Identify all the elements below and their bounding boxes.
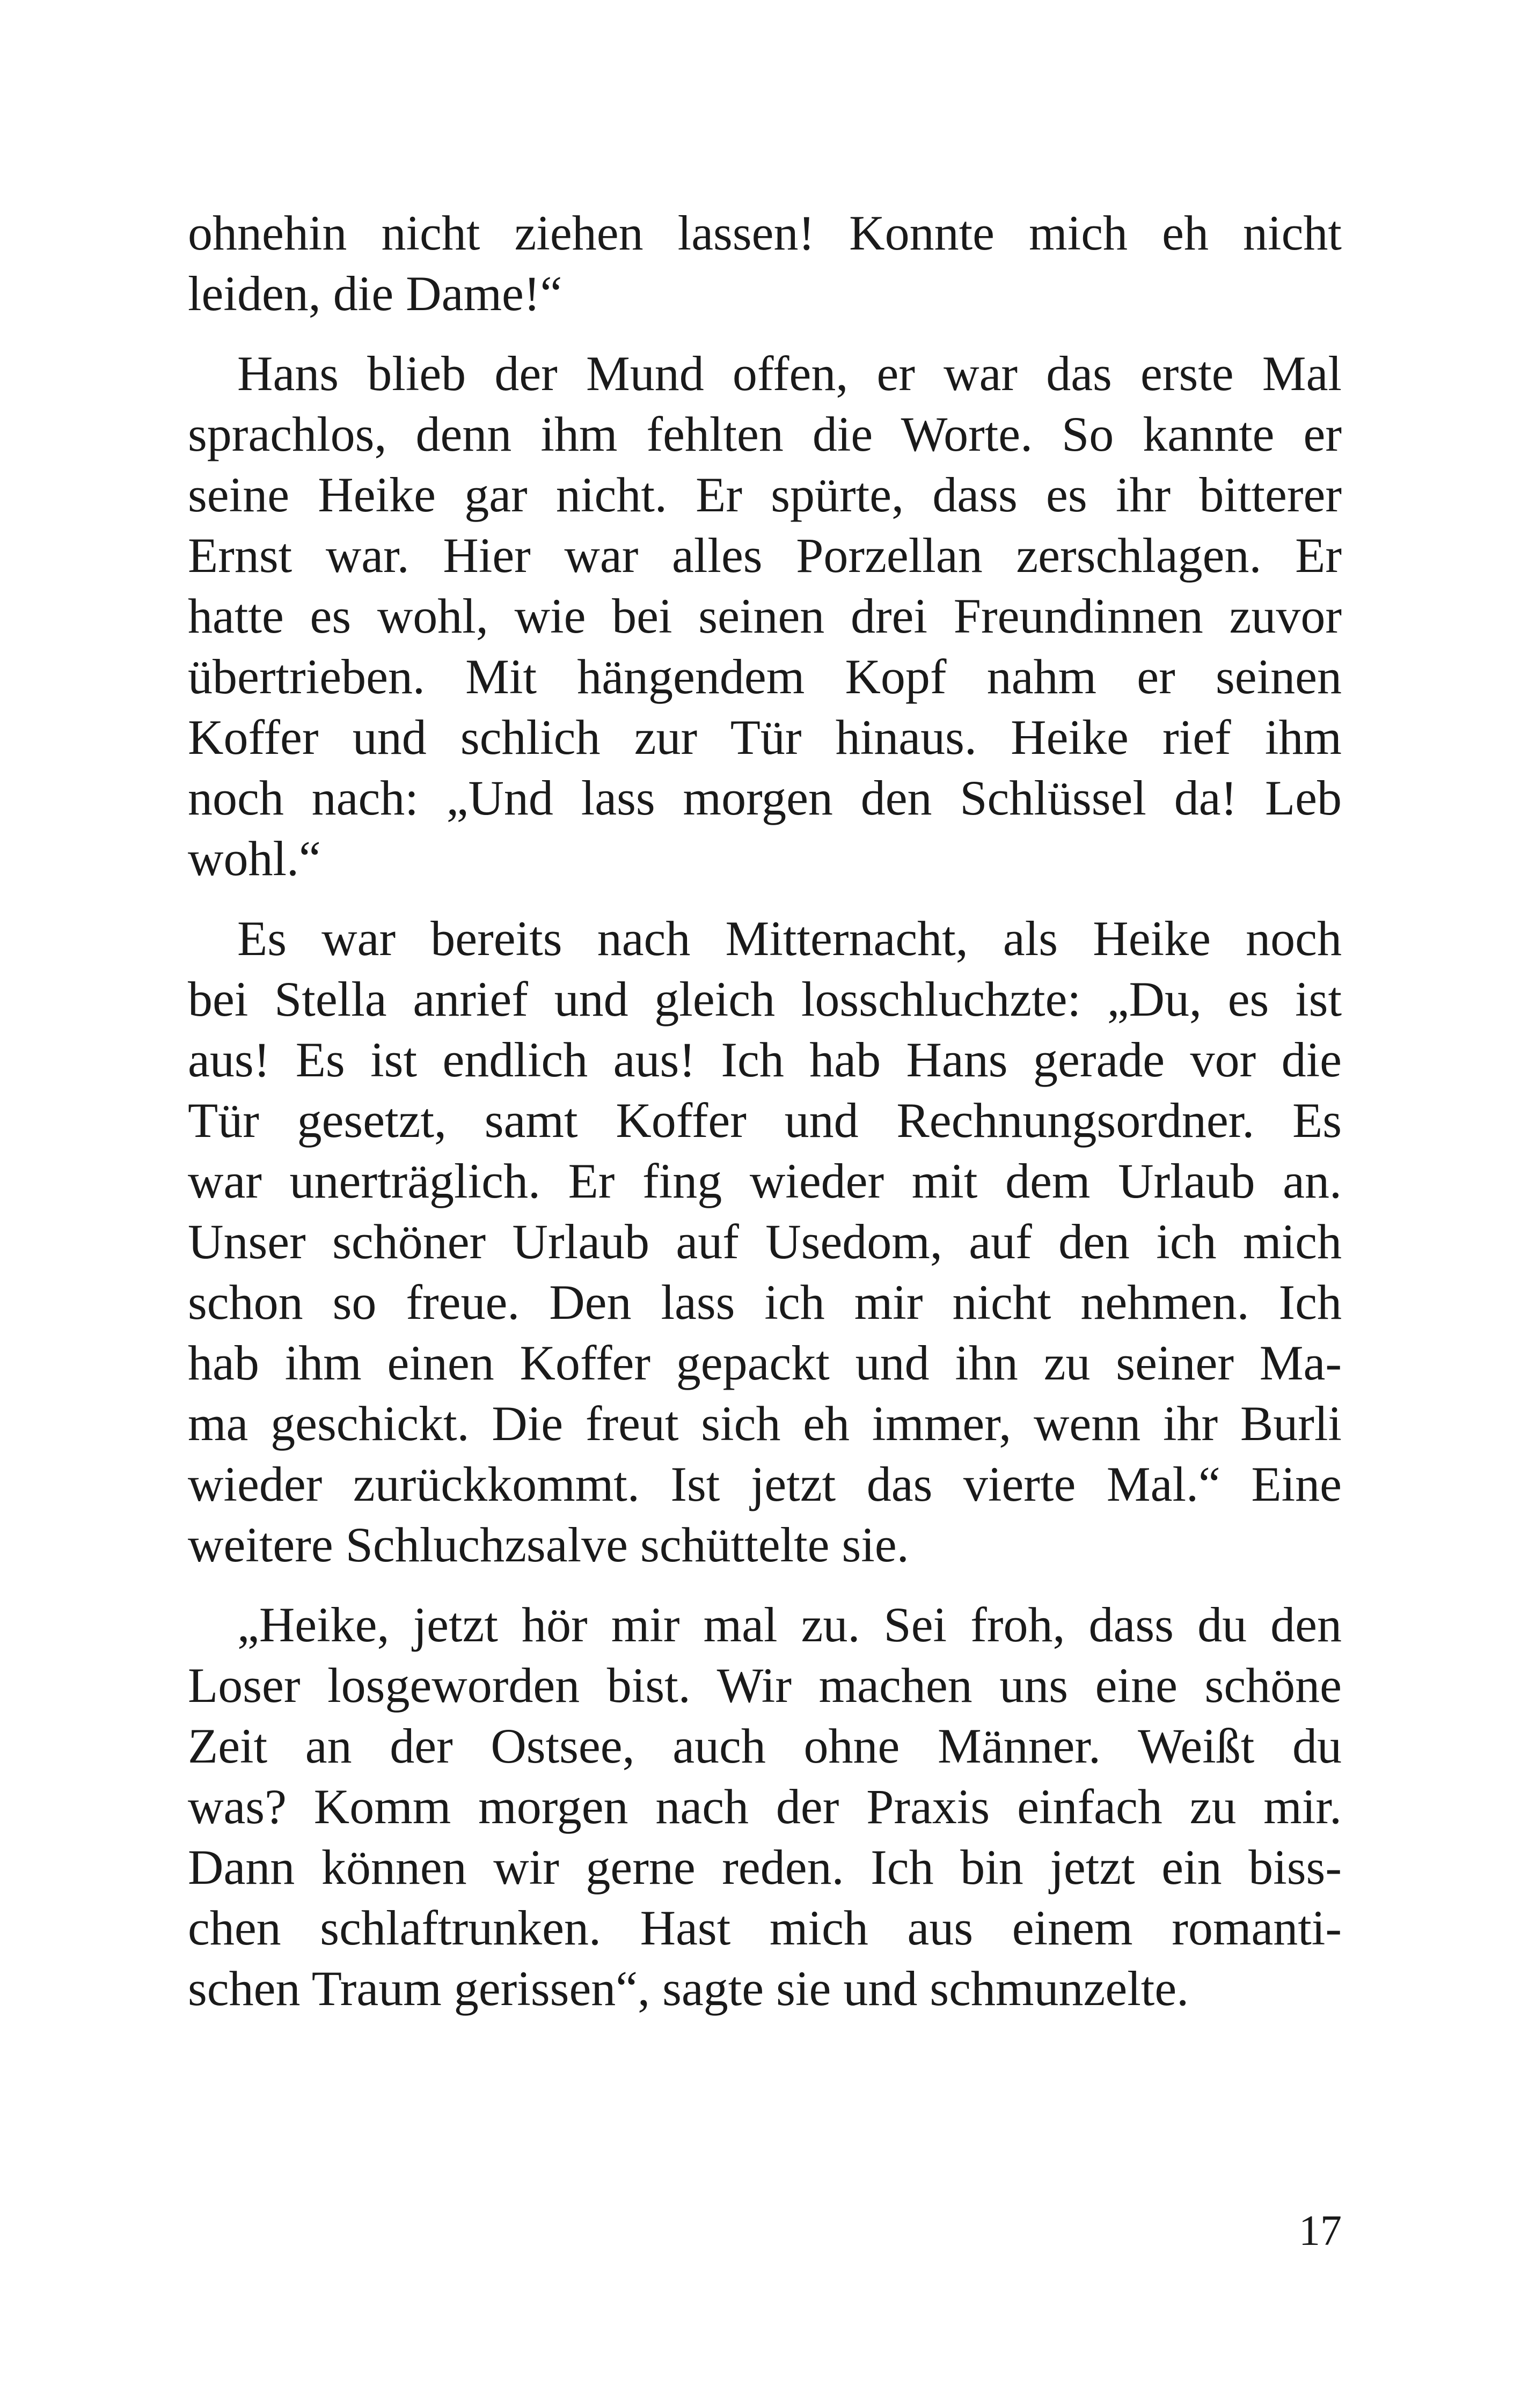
text-line: Es war bereits nach Mitternacht, als Heike noch [188, 911, 1342, 966]
text-line: leiden, die Dame!“ [188, 266, 562, 321]
paragraph-4 [188, 1595, 1342, 2019]
text-line: hatte es wohl, wie bei seinen drei Freundinnen zuvor [188, 589, 1342, 643]
page-number: 17 [1299, 2207, 1342, 2255]
text-line: Tür gesetzt, samt Koffer und Rechnungsordner. Es [188, 1093, 1342, 1148]
text-line: war unerträglich. Er fing wieder mit dem Urlaub an. [188, 1154, 1342, 1208]
text-line: wohl.“ [188, 831, 321, 886]
text-line: noch nach: „Und lass morgen den Schlüssel da! Leb [188, 770, 1342, 825]
text-line: Zeit an der Ostsee, auch ohne Männer. Weißt du [188, 1719, 1342, 1773]
text-line: Ernst war. Hier war alles Porzellan zerschlagen. Er [188, 528, 1342, 583]
text-line: schon so freue. Den lass ich mir nicht nehmen. Ich [188, 1275, 1342, 1330]
text-line: chen schlaftrunken. Hast mich aus einem romanti- [188, 1900, 1342, 1955]
paragraph-2 [188, 343, 1342, 889]
text-line: sprachlos, denn ihm fehlten die Worte. So kannte er [188, 407, 1342, 461]
text-line: weitere Schluchzsalve schüttelte sie. [188, 1517, 909, 1572]
text-line: Koffer und schlich zur Tür hinaus. Heike rief ihm [188, 710, 1342, 765]
paragraph-1 [188, 203, 1342, 324]
text-line: ma geschickt. Die freut sich eh immer, wenn ihr Burli [188, 1396, 1342, 1451]
text-line: bei Stella anrief und gleich losschluchzte: „Du, es ist [188, 972, 1342, 1026]
paragraph-3 [188, 908, 1342, 1575]
text-line: übertrieben. Mit hängendem Kopf nahm er seinen [188, 649, 1342, 704]
text-line: Dann können wir gerne reden. Ich bin jetzt ein biss- [188, 1840, 1342, 1895]
text-line: schen Traum gerissen“, sagte sie und schmunzelte. [188, 1961, 1189, 2016]
text-line: „Heike, jetzt hör mir mal zu. Sei froh, dass du den [188, 1597, 1342, 1652]
text-line: was? Komm morgen nach der Praxis einfach zu mir. [188, 1779, 1342, 1834]
text-line: wieder zurückkommt. Ist jetzt das vierte Mal.“ Eine [188, 1457, 1342, 1511]
body-text [188, 203, 1342, 2019]
text-line: hab ihm einen Koffer gepackt und ihn zu seiner Ma- [188, 1335, 1342, 1390]
text-line: Loser losgeworden bist. Wir machen uns eine schöne [188, 1658, 1342, 1713]
text-line: Unser schöner Urlaub auf Usedom, auf den ich mich [188, 1214, 1342, 1269]
text-line: seine Heike gar nicht. Er spürte, dass es ihr bitterer [188, 467, 1342, 522]
text-line: aus! Es ist endlich aus! Ich hab Hans gerade vor die [188, 1032, 1342, 1087]
text-line: ohnehin nicht ziehen lassen! Konnte mich eh nicht [188, 205, 1342, 260]
text-line: Hans blieb der Mund offen, er war das erste Mal [188, 346, 1342, 401]
